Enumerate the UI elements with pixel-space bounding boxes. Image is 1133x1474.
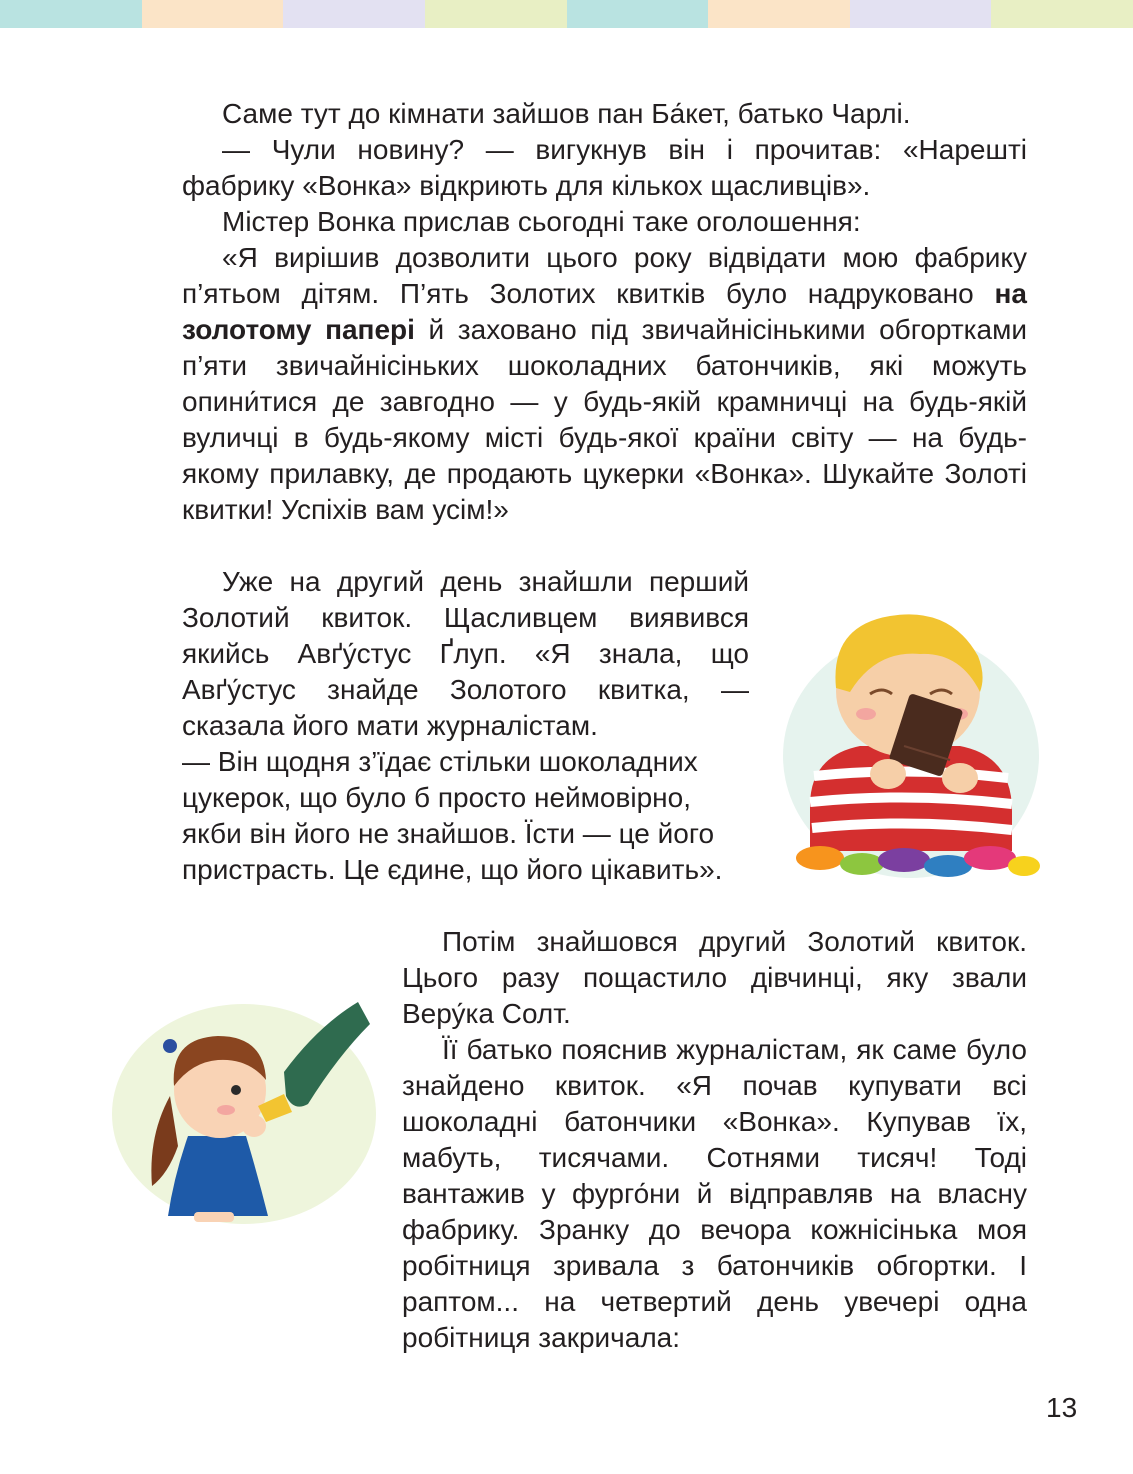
paragraph-8: Її батько пояснив журналістам, як саме було знайдено квиток. «Я почав купувати всі шоколадні батончики «Вонка». Купував їх, мабуть, тисячами. Сотнями тисяч! Тоді вантажив у фурго́ни й відправляв на власну фабрику. Зранку до вечора кожнісінька моя робітниця зривала з батончиків обгортки. І раптом... на четвертий день увечері одна робітниця закричала: — [402, 1034, 1027, 1353]
paragraph-7: Потім знайшовся другий Золотий квиток. Цього разу пощастило дівчинці, яку звали Веру́ка Солт. — [402, 926, 1027, 1029]
story-text-middle — [182, 564, 749, 888]
girl-with-golden-ticket-illustration — [108, 986, 380, 1230]
top-color-strip — [0, 0, 1133, 28]
paragraph-6: — Він щодня з’їдає стільки шоколадних цукерок, що було б просто неймовірно, якби він його не знайшов. Їсти — це його пристрасть. Це єдине, що його цікавить». — [182, 746, 723, 885]
strip-segment-1 — [0, 0, 142, 28]
page-number: 13 — [1046, 1392, 1078, 1423]
story-text-bottom — [402, 924, 1027, 1356]
strip-segment-2 — [142, 0, 284, 28]
strip-segment-4 — [425, 0, 567, 28]
strip-segment-6 — [708, 0, 850, 28]
announcement-text-start: «Я вирішив дозволити цього року відвідати мою фабрику п’ятьом дітям. П’ять Золотих квитків було надруковано — [182, 242, 1027, 309]
paragraph-3: Містер Вонка прислав сьогодні таке оголошення: — [222, 206, 861, 237]
announcement-bold-text: на золотому папері — [182, 278, 1027, 345]
strip-segment-3 — [283, 0, 425, 28]
strip-segment-5 — [567, 0, 709, 28]
story-text-top — [182, 96, 1027, 528]
paragraph-1: Саме тут до кімнати зайшов пан Ба́кет, батько Чарлі. — [222, 98, 911, 129]
paragraph-4 — [182, 240, 1027, 528]
boy-eating-chocolate-illustration — [780, 596, 1042, 882]
paragraph-5: Уже на другий день знайшли перший Золотий квиток. Щасливцем виявився якийсь Авґу́стус Ґлуп. «Я знала, що Авґу́стус знайде Золотого квитка, — сказала його мати журналістам. — [182, 566, 749, 741]
paragraph-2: — Чули новину? — вигукнув він і прочитав: «Нарешті фабрику «Вонка» відкриють для кількох щасливців». — [182, 134, 1027, 201]
strip-segment-7 — [850, 0, 992, 28]
strip-segment-8 — [991, 0, 1133, 28]
announcement-text-end: й заховано під звичайнісінькими обгортками п’яти звичайнісіньких шоколадних батончиків, які можуть опини́тися де завгодно — у будь-якій крамничці на будь-якій вуличці в будь-якому місті будь-якої країни світу — на будь-якому прилавку, де продають цукерки «Вонка». Шукайте Золоті квитки! Успіхів вам усім!» — [182, 314, 1028, 525]
